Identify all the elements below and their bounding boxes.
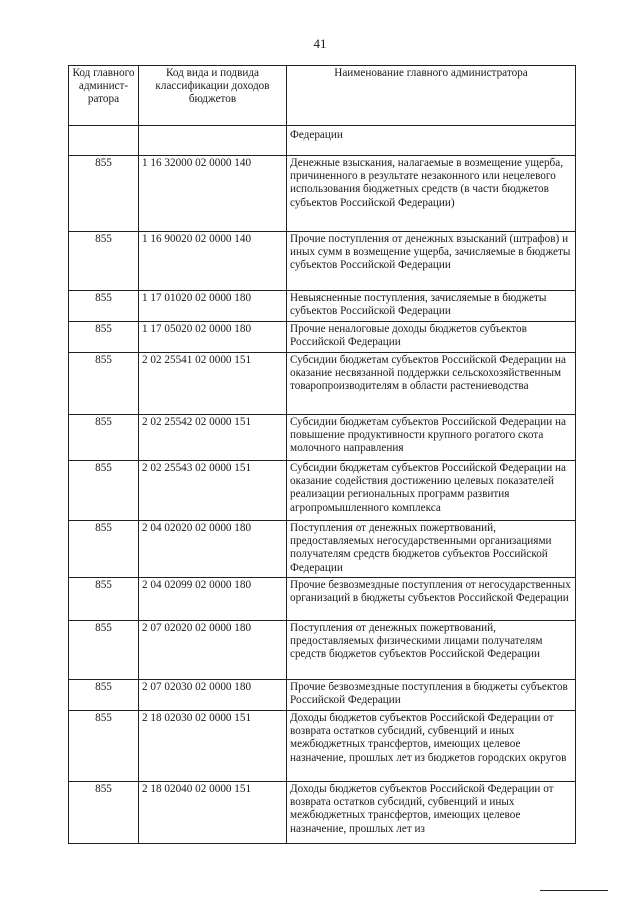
revenue-name-cell: Субсидии бюджетам субъектов Российской Федерации на оказание содействия достижению целевых показателей реализации региональных программ развития агропромышленного комплекса [287,461,576,521]
table-row [69,232,576,291]
header-admin-code: Код главного админист-ратора [69,66,139,126]
table-row [69,680,576,711]
kbk-code-cell: 1 17 01020 02 0000 180 [139,291,287,322]
admin-code-cell: 855 [69,578,139,621]
admin-code-cell: 855 [69,353,139,415]
admin-code-cell: 855 [69,461,139,521]
revenue-name-cell: Поступления от денежных пожертвований, предоставляемых физическими лицами получателям средств бюджетов субъектов Российской Федерации [287,621,576,680]
table-row [69,156,576,232]
admin-code-cell: 855 [69,782,139,844]
kbk-code-cell: 2 07 02020 02 0000 180 [139,621,287,680]
admin-code-cell: 855 [69,711,139,782]
header-revenue-code: Код вида и подвида классификации доходов бюджетов [139,66,287,126]
revenue-name-cell: Поступления от денежных пожертвований, предоставляемых негосударственными организациями получателям средств бюджетов субъектов Российской Федерации [287,521,576,578]
admin-code-cell: 855 [69,680,139,711]
signature-line [540,890,608,891]
admin-code-cell: 855 [69,232,139,291]
continuation-admin-cell [69,126,139,156]
admin-code-cell: 855 [69,621,139,680]
admin-code-cell: 855 [69,156,139,232]
table-row [69,291,576,322]
admin-code-cell: 855 [69,322,139,353]
kbk-code-cell: 1 16 90020 02 0000 140 [139,232,287,291]
table-row-continuation [69,126,576,156]
kbk-code-cell: 2 04 02020 02 0000 180 [139,521,287,578]
table-row [69,578,576,621]
revenue-name-cell: Прочие неналоговые доходы бюджетов субъектов Российской Федерации [287,322,576,353]
kbk-code-cell: 2 07 02030 02 0000 180 [139,680,287,711]
admin-code-cell: 855 [69,521,139,578]
continuation-kbk-cell [139,126,287,156]
admin-code-cell: 855 [69,415,139,461]
kbk-code-cell: 2 02 25542 02 0000 151 [139,415,287,461]
table-header-row [69,66,576,126]
revenue-name-cell: Доходы бюджетов субъектов Российской Федерации от возврата остатков субсидий, субвенций и иных межбюджетных трансфертов, имеющих целевое назначение, прошлых лет из [287,782,576,844]
page-number: 41 [313,36,327,51]
revenue-administrators-table [68,65,576,844]
kbk-code-cell: 2 02 25541 02 0000 151 [139,353,287,415]
revenue-name-cell: Субсидии бюджетам субъектов Российской Федерации на повышение продуктивности крупного рогатого скота молочного направления [287,415,576,461]
revenue-name-cell: Невыясненные поступления, зачисляемые в бюджеты субъектов Российской Федерации [287,291,576,322]
kbk-code-cell: 1 17 05020 02 0000 180 [139,322,287,353]
table-row [69,415,576,461]
revenue-name-cell: Прочие безвозмездные поступления от негосударственных организаций в бюджеты субъектов Российской Федерации [287,578,576,621]
revenue-name-cell: Субсидии бюджетам субъектов Российской Федерации на оказание несвязанной поддержки сельскохозяйственным товаропроизводителям в области растениеводства [287,353,576,415]
revenue-name-cell: Прочие безвозмездные поступления в бюджеты субъектов Российской Федерации [287,680,576,711]
table-row [69,782,576,844]
table-row [69,521,576,578]
table-row [69,461,576,521]
table-row [69,353,576,415]
continuation-name-cell: Федерации [287,126,576,156]
kbk-code-cell: 2 18 02030 02 0000 151 [139,711,287,782]
kbk-code-cell: 2 18 02040 02 0000 151 [139,782,287,844]
admin-code-cell: 855 [69,291,139,322]
kbk-code-cell: 1 16 32000 02 0000 140 [139,156,287,232]
kbk-code-cell: 2 04 02099 02 0000 180 [139,578,287,621]
revenue-name-cell: Денежные взыскания, налагаемые в возмещение ущерба, причиненного в результате незаконного или нецелевого использования бюджетных средств (в части бюджетов субъектов Российской Федерации) [287,156,576,232]
revenue-name-cell: Доходы бюджетов субъектов Российской Федерации от возврата остатков субсидий, субвенций и иных межбюджетных трансфертов, имеющих целевое назначение, прошлых лет из бюджетов городских округов [287,711,576,782]
table-row [69,322,576,353]
header-admin-name: Наименование главного администратора [287,66,576,126]
kbk-code-cell: 2 02 25543 02 0000 151 [139,461,287,521]
table-row [69,711,576,782]
table-row [69,621,576,680]
revenue-name-cell: Прочие поступления от денежных взысканий (штрафов) и иных сумм в возмещение ущерба, зачисляемые в бюджеты субъектов Российской Федерации [287,232,576,291]
